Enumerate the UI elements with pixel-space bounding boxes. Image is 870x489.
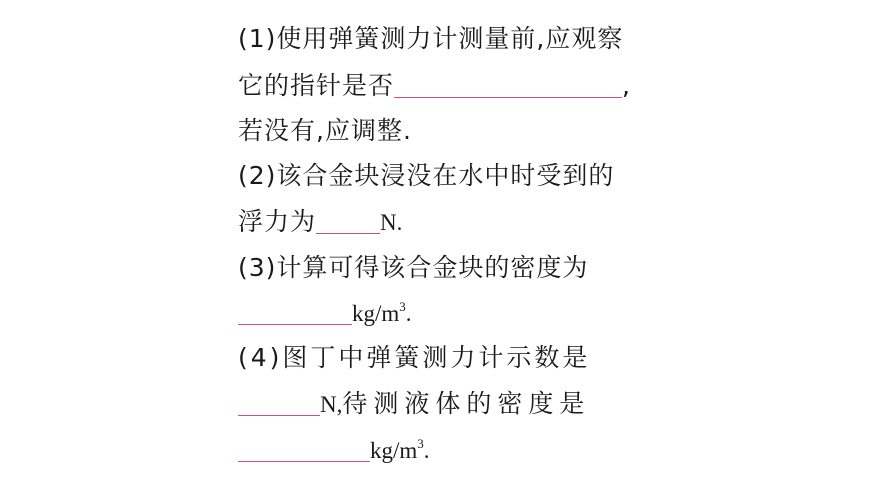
q4-unit1: N, [320, 392, 343, 417]
q1-line2-comma: , [622, 71, 631, 100]
q1-line1 [238, 24, 623, 54]
q1-line1-text: (1)使用弹簧测力计测量前,应观察 [238, 24, 624, 53]
q4-unit2-end: . [423, 438, 430, 463]
q2-line1-text: (2)该合金块浸没在水中时受到的 [238, 161, 615, 190]
q1-line3 [238, 116, 412, 146]
q4-line2 [238, 389, 590, 420]
q2-unit: N. [380, 210, 403, 235]
q2-answer-blank[interactable] [316, 211, 380, 234]
q2-line2 [238, 207, 402, 238]
q1-line2-text: 它的指针是否 [238, 71, 395, 100]
q4-density-blank[interactable] [238, 439, 370, 462]
q2-line2-text: 浮力为 [238, 207, 317, 236]
q3-line1 [238, 253, 588, 283]
q4-unit2-exponent: 3 [417, 436, 424, 451]
q4-line3 [238, 435, 430, 466]
q2-line1 [238, 161, 614, 191]
q3-answer-blank[interactable] [238, 302, 352, 325]
q3-unit [352, 301, 412, 326]
q3-line1-text: (3)计算可得该合金块的密度为 [238, 253, 589, 282]
q3-unit-exponent: 3 [399, 299, 406, 314]
q3-unit-base: kg/m [352, 301, 400, 326]
q1-answer-blank[interactable] [394, 75, 622, 98]
q3-line2 [238, 298, 412, 329]
q3-unit-end: . [405, 301, 412, 326]
q4-line1-text: (4)图丁中弹簧测力计示数是 [238, 343, 591, 372]
q1-line3-text: 若没有,应调整. [238, 116, 412, 145]
q4-line2-text: 待测液体的密度是 [342, 389, 591, 418]
q4-force-blank[interactable] [238, 393, 320, 416]
q4-line1 [238, 343, 590, 373]
q4-unit2 [370, 438, 430, 463]
q1-line2 [238, 71, 631, 101]
q4-unit2-base: kg/m [370, 438, 418, 463]
